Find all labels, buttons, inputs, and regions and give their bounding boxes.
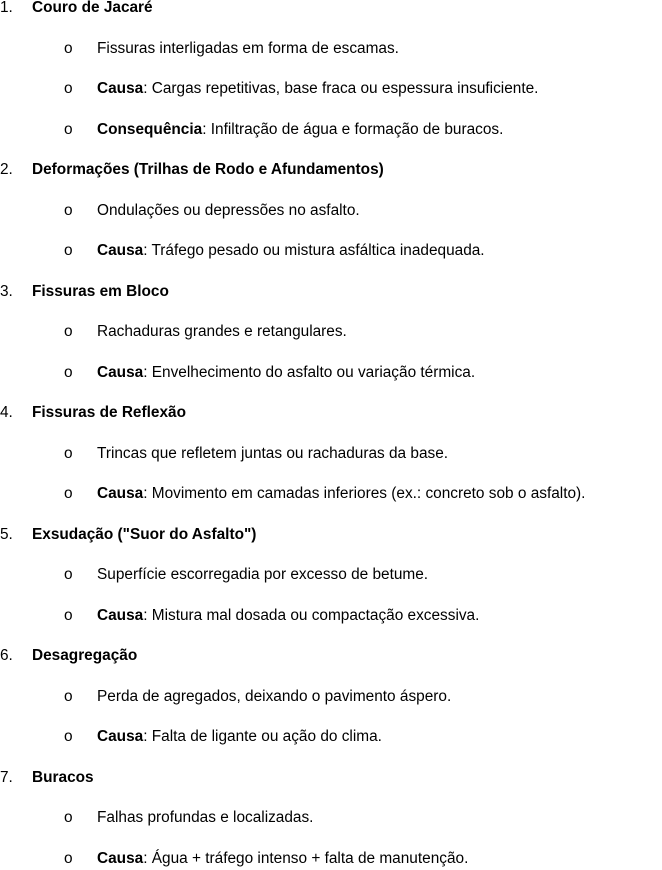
- item-text: Superfície escorregadia por excesso de betume.: [97, 566, 429, 583]
- item-text: Rachaduras grandes e retangulares.: [97, 323, 347, 340]
- item-text: Perda de agregados, deixando o pavimento áspero.: [97, 687, 452, 705]
- item-text: Falhas profundas e localizadas.: [97, 809, 314, 826]
- section-title: Exsudação ("Suor do Asfalto"): [32, 525, 257, 543]
- list-item-text: [97, 443, 448, 465]
- bullet-marker: o: [64, 687, 73, 705]
- list-number: 6.: [0, 647, 13, 664]
- list-item-text: [97, 807, 313, 829]
- item-label: Causa: [97, 485, 144, 502]
- item-label: Causa: [97, 728, 144, 745]
- bullet-marker: o: [64, 363, 73, 381]
- list-item-text: [97, 240, 485, 262]
- item-text: : Cargas repetitivas, base fraca ou espessura insuficiente.: [143, 80, 539, 97]
- bullet-marker: o: [64, 444, 73, 462]
- section-title: Fissuras de Reflexão: [32, 404, 186, 421]
- list-number: 4.: [0, 404, 13, 421]
- item-label: Consequência: [97, 120, 203, 138]
- section-title: Couro de Jacaré: [32, 0, 153, 16]
- section-title: Fissuras em Bloco: [32, 282, 169, 300]
- item-label: Causa: [97, 606, 144, 624]
- bullet-marker: o: [64, 323, 73, 340]
- list-number: 5.: [0, 525, 13, 543]
- list-item-text: [97, 38, 399, 60]
- bullet-marker: o: [64, 242, 73, 259]
- list-item-text: [97, 483, 585, 505]
- list-item-text: [97, 321, 347, 343]
- item-text: Ondulações ou depressões no asfalto.: [97, 201, 360, 219]
- item-text: : Movimento em camadas inferiores (ex.: concreto sob o asfalto).: [143, 485, 586, 502]
- item-text: Fissuras interligadas em forma de escamas.: [97, 39, 399, 57]
- section-title: Desagregação: [32, 647, 138, 664]
- list-number: 2.: [0, 161, 13, 178]
- item-text: : Envelhecimento do asfalto ou variação térmica.: [143, 363, 476, 381]
- item-label: Causa: [97, 849, 144, 867]
- list-item-text: [97, 200, 360, 222]
- list-number: 3.: [0, 282, 13, 300]
- bullet-marker: o: [64, 728, 73, 745]
- list-item-text: [97, 848, 468, 870]
- bullet-marker: o: [64, 485, 73, 502]
- list-item-text: [97, 726, 382, 748]
- list-item-text: [97, 605, 479, 627]
- item-text: Trincas que refletem juntas ou rachaduras da base.: [97, 444, 449, 462]
- list-item-text: [97, 78, 538, 100]
- bullet-marker: o: [64, 39, 73, 57]
- item-label: Causa: [97, 242, 144, 259]
- list-number: 1.: [0, 0, 13, 16]
- item-text: : Falta de ligante ou ação do clima.: [143, 728, 382, 745]
- bullet-marker: o: [64, 566, 73, 583]
- list-item-text: [97, 564, 428, 586]
- bullet-marker: o: [64, 80, 73, 97]
- bullet-marker: o: [64, 201, 73, 219]
- item-label: Causa: [97, 363, 144, 381]
- bullet-marker: o: [64, 606, 73, 624]
- list-number: 7.: [0, 768, 13, 786]
- bullet-marker: o: [64, 809, 73, 826]
- list-item-text: [97, 119, 503, 141]
- list-item-text: [97, 686, 451, 708]
- item-text: : Infiltração de água e formação de buracos.: [202, 120, 504, 138]
- list-item-text: [97, 362, 475, 384]
- item-text: : Água + tráfego intenso + falta de manutenção.: [143, 849, 469, 867]
- section-title: Deformações (Trilhas de Rodo e Afundamentos): [32, 161, 384, 178]
- item-label: Causa: [97, 80, 144, 97]
- bullet-marker: o: [64, 849, 73, 867]
- section-title: Buracos: [32, 768, 94, 786]
- bullet-marker: o: [64, 120, 73, 138]
- item-text: : Tráfego pesado ou mistura asfáltica inadequada.: [143, 242, 485, 259]
- item-text: : Mistura mal dosada ou compactação excessiva.: [143, 606, 480, 624]
